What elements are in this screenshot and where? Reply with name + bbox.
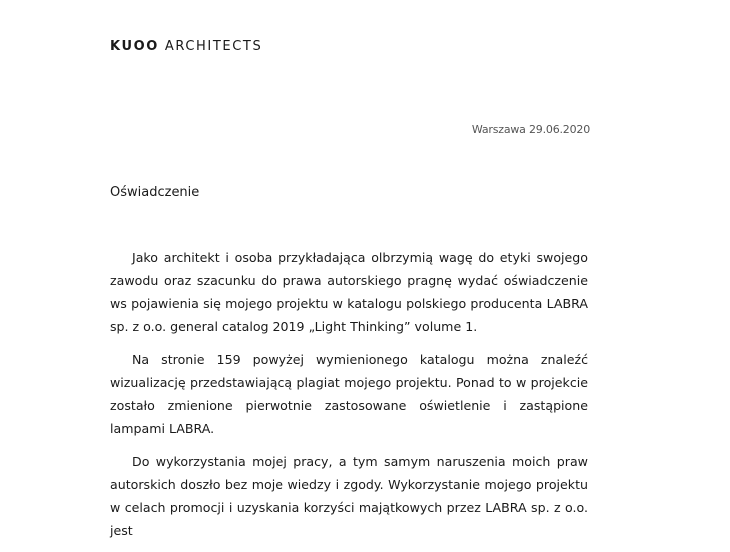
paragraph-3: Do wykorzystania mojej pracy, a tym samym naruszenia moich praw autorskich doszło bez moje wiedzy i zgody. Wykorzystanie mojego projektu w celach promocji i uzyskania korzyści majątkowych przez LABRA sp. z o.o. jest bbox=[110, 454, 588, 538]
paragraph-1: Jako architekt i osoba przykładająca olbrzymią wagę do etyki swojego zawodu oraz szacunku do prawa autorskiego pragnę wydać oświadczenie ws pojawienia się mojego projektu w katalogu polskiego producenta LABRA sp. z o.o. general catalog 2019 „Light Thinking” volume 1. bbox=[110, 250, 588, 334]
document-title: Oświadczenie bbox=[110, 185, 200, 200]
logo-brand-light: ARCHITECTS bbox=[164, 39, 263, 54]
logo-brand-bold: KUOO bbox=[110, 39, 159, 54]
letter-body bbox=[110, 246, 588, 552]
paragraph-2: Na stronie 159 powyżej wymienionego katalogu można znaleźć wizualizację przedstawiającą plagiat mojego projektu. Ponad to w projekcie zostało zmienione pierwotnie zastosowane oświetlenie i zastąpione lampami LABRA. bbox=[110, 352, 588, 436]
company-logo bbox=[110, 39, 262, 54]
place-and-date: Warszawa 29.06.2020 bbox=[471, 123, 590, 136]
